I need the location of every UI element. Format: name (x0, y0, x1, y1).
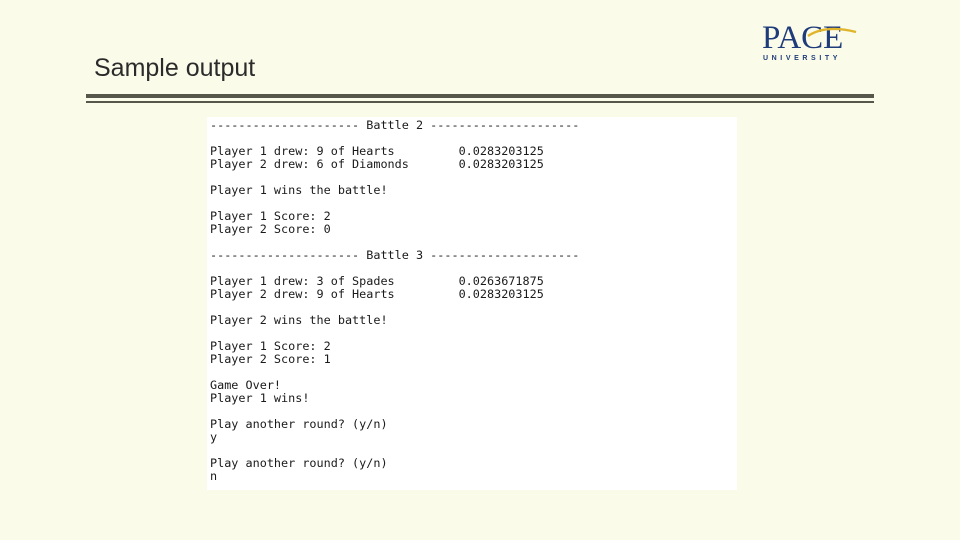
console-line: --------------------- Battle 3 --------------------- (210, 248, 580, 262)
console-line: n (210, 469, 218, 483)
console-line: Player 1 Score: 2 (210, 339, 331, 353)
console-line: Player 2 Score: 0 (210, 222, 331, 236)
console-line: Player 1 Score: 2 (210, 209, 331, 223)
console-line: Game Over! (210, 378, 282, 392)
header-divider-thick (86, 94, 874, 98)
logo-wordmark: PACE (762, 20, 844, 56)
console-line: Play another round? (y/n) (210, 456, 388, 470)
console-line: Player 1 wins! (210, 391, 310, 405)
pace-university-logo (762, 22, 856, 64)
logo-swoosh-icon (806, 26, 858, 42)
console-line: Player 1 wins the battle! (210, 183, 388, 197)
console-line: Player 2 wins the battle! (210, 313, 388, 327)
console-line: Player 1 drew: 3 of Spades 0.0263671875 (210, 274, 544, 288)
console-line: --------------------- Battle 2 --------------------- (210, 118, 580, 132)
console-line: Player 2 drew: 9 of Hearts 0.0283203125 (210, 287, 544, 301)
slide-title: Sample output (94, 54, 256, 82)
logo-subline: UNIVERSITY (763, 55, 842, 62)
console-line: Player 1 drew: 9 of Hearts 0.0283203125 (210, 144, 544, 158)
console-line: y (210, 430, 218, 444)
console-line: Player 2 Score: 1 (210, 352, 331, 366)
console-line: Player 2 drew: 6 of Diamonds 0.0283203125 (210, 157, 544, 171)
console-lines (210, 119, 579, 483)
header-divider-thin (86, 101, 874, 103)
console-line: Play another round? (y/n) (210, 417, 388, 431)
console-output-screenshot (207, 117, 737, 490)
